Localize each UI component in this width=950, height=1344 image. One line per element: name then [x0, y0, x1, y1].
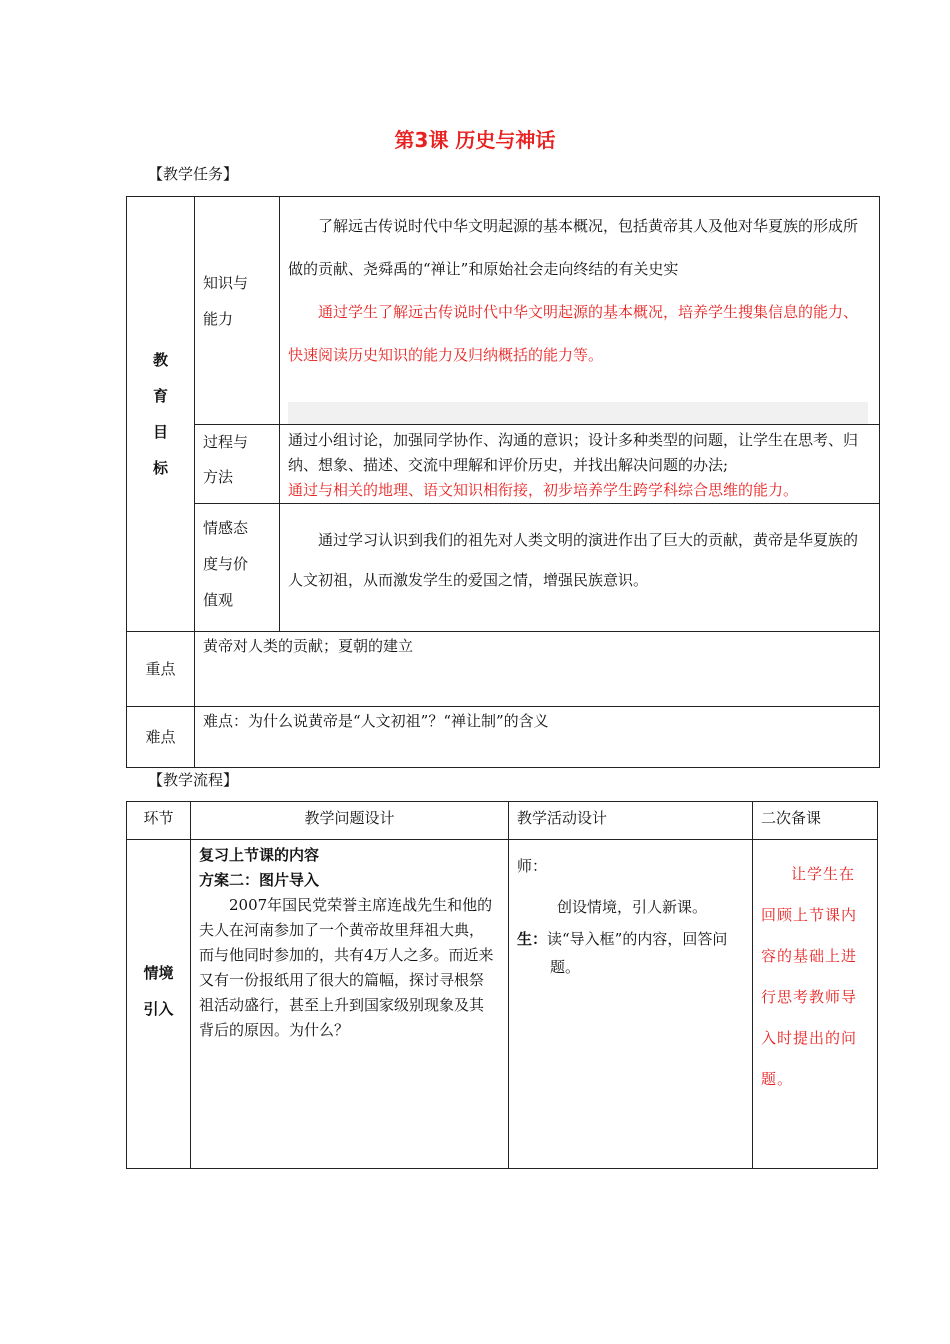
- teacher-text: 创设情境，引人新课。: [557, 898, 708, 916]
- knowledge-red-text: 通过学生了解远古传说时代中华文明起源的基本概况，培养学生搜集信息的能力、快速阅读历史知识的能力及归纳概括的能力等。: [288, 303, 859, 364]
- header-activity-design: 教学活动设计: [509, 802, 753, 840]
- header-question-design: 教学问题设计: [191, 802, 509, 840]
- header-second-prep: 二次备课: [753, 802, 878, 840]
- process-text: 通过小组讨论，加强同学协作、沟通的意识；设计多种类型的问题，让学生在思考、归纳、想象、描述、交流中理解和评价历史，并找出解决问题的办法;: [288, 431, 859, 474]
- teacher-label: 师：: [517, 857, 548, 875]
- question-design-cell: [191, 840, 509, 1169]
- page-title: 第3课 历史与神话: [394, 128, 556, 152]
- flow-table: [126, 801, 878, 1169]
- activity-design-cell: [509, 840, 753, 1169]
- key-point-text: 黄帝对人类的贡献；夏朝的建立: [195, 632, 880, 707]
- objectives-table: [126, 196, 880, 768]
- second-prep-notes: 让学生在回顾上节课内容的基础上进行思考教师导入时提出的问题。: [753, 840, 878, 1169]
- student-label: 生：: [517, 930, 548, 948]
- emotion-text: 通过学习认识到我们的祖先对人类文明的演进作出了巨大的贡献，黄帝是华夏族的人文初祖，从而激发学生的爱国之情，增强民族意识。: [288, 531, 859, 589]
- section-teaching-flow: 【教学流程】: [148, 771, 239, 789]
- key-point-label: 重点: [127, 632, 195, 707]
- difficulty-text: 难点：为什么说黄帝是“人文初祖”？“禅让制”的含义: [195, 707, 880, 768]
- student-text: 读“导入框”的内容，回答问题。: [547, 930, 728, 976]
- question-text: 2007年国民党荣誉主席连战先生和他的夫人在河南参加了一个黄帝故里拜祖大典，而与他同时参加的，共有4万人之多。而近来又有一份报纸用了很大的篇幅，探讨寻根祭祖活动盛行，甚至上升到国家级别现象及其背后的原因。为什么？: [199, 896, 494, 1039]
- stage-label: 情境 引入: [127, 840, 191, 1169]
- emotion-label: 情感态 度与价 值观: [195, 504, 280, 632]
- objectives-row-label: 教 育 目 标: [127, 197, 195, 632]
- section-teaching-task: 【教学任务】: [148, 165, 239, 183]
- knowledge-content: [280, 197, 880, 425]
- process-label: 过程与 方法: [195, 425, 280, 504]
- knowledge-label: 知识与 能力: [195, 197, 280, 425]
- emotion-content: [280, 504, 880, 632]
- question-subtitle: 方案二：图片导入: [199, 871, 320, 889]
- knowledge-text: 了解远古传说时代中华文明起源的基本概况，包括黄帝其人及他对华夏族的形成所做的贡献、尧舜禹的“禅让”和原始社会走向终结的有关史实: [288, 217, 859, 278]
- header-stage: 环节: [127, 802, 191, 840]
- process-red-text: 通过与相关的地理、语文知识相衔接，初步培养学生跨学科综合思维的能力。: [288, 481, 799, 499]
- difficulty-label: 难点: [127, 707, 195, 768]
- process-content: [280, 425, 880, 504]
- question-title: 复习上节课的内容: [199, 846, 320, 864]
